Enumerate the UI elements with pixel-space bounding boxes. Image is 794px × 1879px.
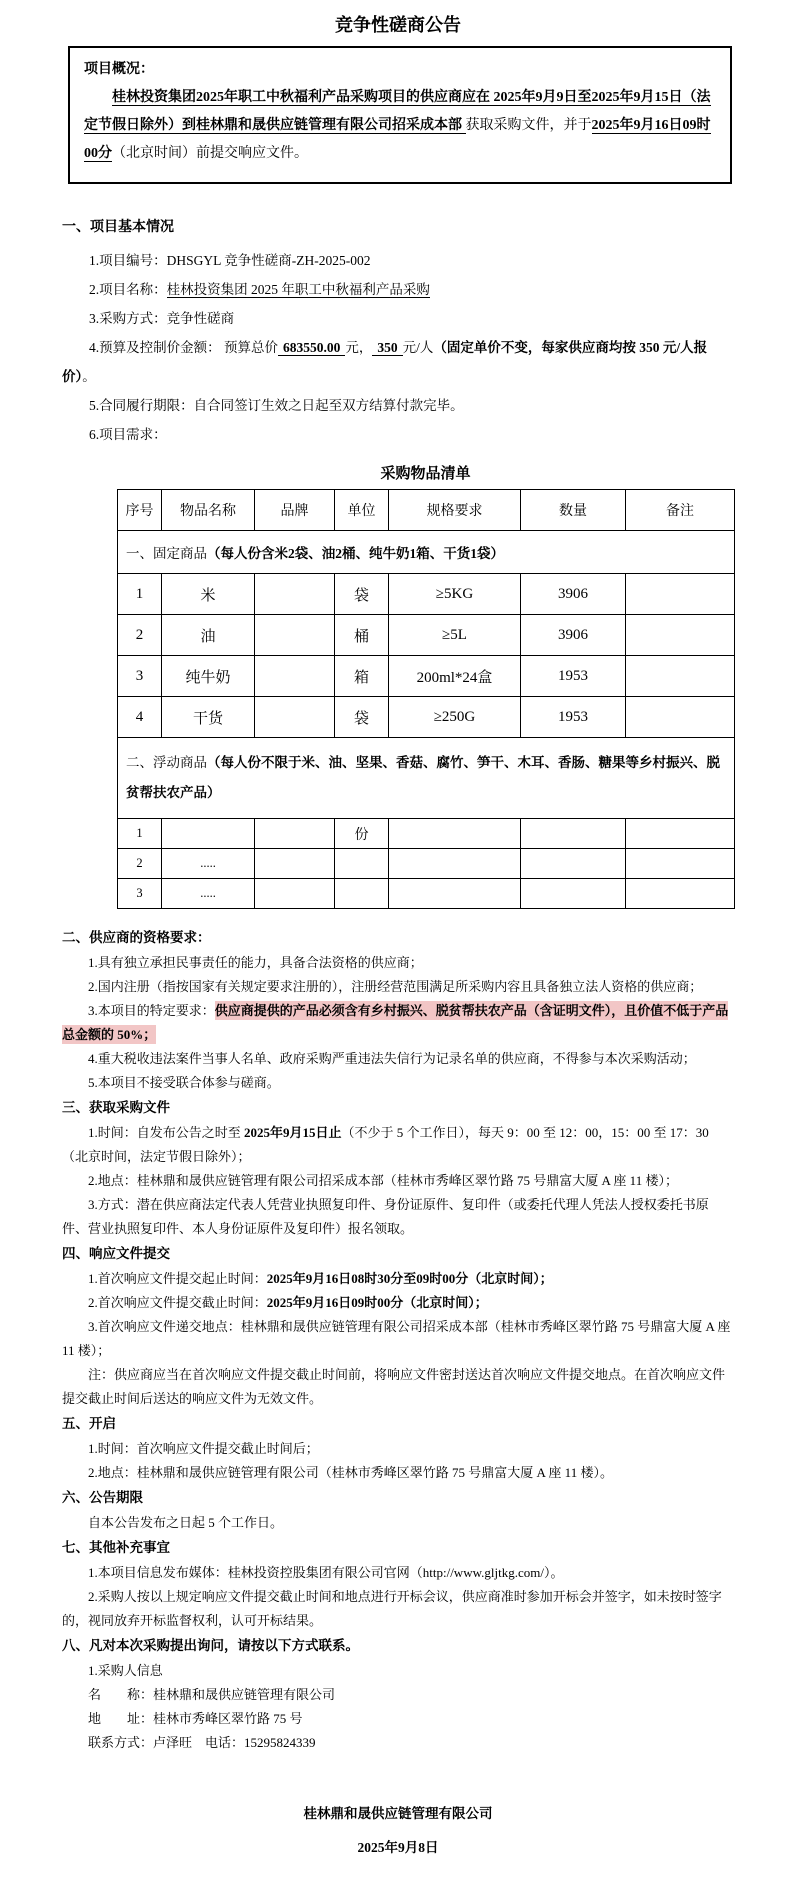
cell-seq: 2: [118, 849, 162, 879]
cell-unit: 桶: [335, 615, 389, 656]
submission-deadline-label: 2.首次响应文件提交截止时间：: [88, 1295, 267, 1310]
cell-unit: 份: [335, 819, 389, 849]
table-row: [118, 879, 735, 909]
floating-goods-prefix: 二、浮动商品: [126, 755, 207, 770]
section-basic-info: [62, 214, 734, 449]
section-obtain-documents: [62, 1095, 734, 1241]
goods-list-block: [62, 463, 734, 909]
cell-name: 纯牛奶: [162, 656, 255, 697]
cell-seq: 3: [118, 656, 162, 697]
cell-unit: [335, 879, 389, 909]
cell-brand: [255, 656, 335, 697]
budget-unit-text: 元/人: [402, 340, 434, 355]
budget-per-person-value: 350: [372, 340, 402, 356]
cell-name: 米: [162, 574, 255, 615]
submission-note-line: 注：供应商应当在首次响应文件提交截止时间前，将响应文件密封送达首次响应文件提交地点。在首次响应文件提交截止时间后送达的响应文件为无效文件。: [62, 1367, 726, 1406]
cell-note: [626, 574, 735, 615]
goods-table-header-row: [118, 490, 735, 531]
cell-seq: 1: [118, 819, 162, 849]
project-number-value: DHSGYL 竞争性磋商-ZH-2025-002: [166, 253, 371, 268]
cell-qty: [521, 879, 626, 909]
cell-brand: [255, 849, 335, 879]
project-name-line: [62, 275, 734, 304]
cell-spec: [389, 819, 521, 849]
cell-spec: [389, 849, 521, 879]
cell-qty: 1953: [521, 697, 626, 738]
section-8-heading: 八、凡对本次采购提出询问，请按以下方式联系。: [62, 1638, 359, 1653]
budget-mid-text: 元，: [345, 340, 373, 355]
goods-table: [117, 489, 735, 909]
qualification-item-1: 1.具有独立承担民事责任的能力，具备合法资格的供应商；: [88, 955, 423, 970]
obtain-location-line: 2.地点：桂林鼎和晟供应链管理有限公司招采成本部（桂林市秀峰区翠竹路 75 号鼎富大厦 A 座 11 楼）；: [88, 1173, 678, 1188]
floating-goods-section-row: [118, 738, 735, 819]
cell-note: [626, 879, 735, 909]
project-number-line: [62, 246, 734, 275]
table-row: [118, 819, 735, 849]
cell-qty: 3906: [521, 574, 626, 615]
cell-note: [626, 615, 735, 656]
cell-unit: 箱: [335, 656, 389, 697]
table-row: [118, 697, 735, 738]
col-header-note: 备注: [626, 490, 735, 531]
buyer-info-label: 1.采购人信息: [88, 1663, 163, 1678]
obtain-method-line: 3.方式：潜在供应商法定代表人凭营业执照复印件、身份证原件、复印件（或委托代理人凭法人授权委托书原件、营业执照复印件、本人身份证原件及复印件）报名领取。: [62, 1197, 709, 1236]
obtain-time-line: [62, 1121, 734, 1169]
cell-unit: [335, 849, 389, 879]
cell-name: .....: [162, 879, 255, 909]
overview-supplier-period-text: 桂林投资集团2025年职工中秋福利产品采购项目的供应商应在 2025年9月9日至2025年9月15日（法定节假日除外）到桂林鼎和晟供应链管理有限公司招采成本部: [84, 90, 711, 133]
obtain-time-pre: 1.时间：自发布公告之时至: [88, 1125, 245, 1140]
col-header-seq: 序号: [118, 490, 162, 531]
buyer-name-line: 名 称：桂林鼎和晟供应链管理有限公司: [88, 1687, 336, 1702]
cell-note: [626, 819, 735, 849]
budget-line: [62, 333, 734, 391]
cell-note: [626, 697, 735, 738]
procurement-method-line: 3.采购方式：竞争性磋商: [89, 311, 235, 326]
cell-note: [626, 656, 735, 697]
section-other-matters: [62, 1535, 734, 1633]
cell-seq: 3: [118, 879, 162, 909]
section-response-submission: [62, 1241, 734, 1411]
section-5-heading: 五、开启: [62, 1416, 116, 1431]
budget-fixed-price-note: （固定单价不变，每家供应商均按 350 元/人报价）: [62, 340, 708, 384]
overview-paragraph: [84, 84, 716, 168]
submission-deadline-value: 2025年9月16日09时00分（北京时间）；: [266, 1295, 488, 1310]
section-announcement-period: [62, 1485, 734, 1535]
fixed-goods-section-cell: [118, 531, 735, 574]
col-header-brand: 品牌: [255, 490, 335, 531]
fixed-goods-prefix: 一、固定商品: [126, 546, 207, 561]
submission-window-value: 2025年9月16日08时30分至09时00分（北京时间）；: [266, 1271, 553, 1286]
specific-requirement-label: 3.本项目的特定要求：: [88, 1003, 215, 1018]
cell-spec: [389, 879, 521, 909]
cell-qty: [521, 849, 626, 879]
cell-spec: 200ml*24盒: [389, 656, 521, 697]
fixed-goods-section-row: [118, 531, 735, 574]
opening-time-line: 1.时间：首次响应文件提交截止时间后；: [88, 1441, 319, 1456]
project-name-label: 2.项目名称：: [89, 282, 167, 297]
cell-name: [162, 819, 255, 849]
col-header-qty: 数量: [521, 490, 626, 531]
cell-unit: 袋: [335, 697, 389, 738]
floating-goods-detail: （每人份不限于米、油、坚果、香菇、腐竹、笋干、木耳、香肠、糖果等乡村振兴、脱贫帮扶农产品）: [126, 755, 720, 800]
overview-submission-deadline: 2025年9月16日09时00分: [84, 118, 711, 161]
col-header-unit: 单位: [335, 490, 389, 531]
document-title: 竞争性磋商公告: [335, 15, 461, 35]
budget-label: 4.预算及控制价金额： 预算总价: [89, 340, 278, 355]
cell-brand: [255, 697, 335, 738]
project-name-value: 桂林投资集团 2025 年职工中秋福利产品采购: [166, 282, 430, 297]
col-header-spec: 规格要求: [389, 490, 521, 531]
cell-name: 干货: [162, 697, 255, 738]
overview-label: 项目概况：: [84, 62, 154, 77]
overview-tail-text: （北京时间）前提交响应文件。: [112, 146, 308, 161]
cell-seq: 2: [118, 615, 162, 656]
buyer-address-line: 地 址：桂林市秀峰区翠竹路 75 号: [88, 1711, 303, 1726]
qualification-item-5: 5.本项目不接受联合体参与磋商。: [88, 1075, 280, 1090]
opening-location-line: 2.地点：桂林鼎和晟供应链管理有限公司（桂林市秀峰区翠竹路 75 号鼎富大厦 A 座 11 楼）。: [88, 1465, 613, 1480]
obtain-deadline-date: 2025年9月15日止: [244, 1125, 342, 1140]
submission-window-line: [62, 1267, 734, 1291]
submission-location-line: 3.首次响应文件递交地点：桂林鼎和晟供应链管理有限公司招采成本部（桂林市秀峰区翠竹路 75 号鼎富大厦 A 座 11 楼）；: [62, 1319, 731, 1358]
cell-brand: [255, 819, 335, 849]
cell-seq: 4: [118, 697, 162, 738]
cell-brand: [255, 615, 335, 656]
budget-end-punct: 。: [82, 369, 96, 384]
project-demand-line: 6.项目需求：: [89, 427, 167, 442]
overview-obtain-text: 获取采购文件，并于: [465, 118, 592, 133]
cell-note: [626, 849, 735, 879]
opening-meeting-line: 2.采购人按以上规定响应文件提交截止时间和地点进行开标会议，供应商准时参加开标会并签字，如未按时签字的，视同放弃开标监督权利，认可开标结果。: [62, 1589, 722, 1628]
fixed-goods-detail: （每人份含米2袋、油2桶、纯牛奶1箱、干货1袋）: [207, 546, 504, 561]
cell-qty: [521, 819, 626, 849]
cell-name: 油: [162, 615, 255, 656]
goods-table-title: 采购物品清单: [380, 466, 471, 482]
cell-brand: [255, 574, 335, 615]
cell-brand: [255, 879, 335, 909]
floating-goods-section-cell: [118, 738, 735, 819]
cell-seq: 1: [118, 574, 162, 615]
table-row: [118, 574, 735, 615]
table-row: [118, 656, 735, 697]
col-header-name: 物品名称: [162, 490, 255, 531]
section-contact: [62, 1633, 734, 1755]
section-2-heading: 二、供应商的资格要求：: [62, 930, 211, 945]
table-row: [118, 849, 735, 879]
section-supplier-qualifications: [62, 925, 734, 1095]
submission-window-label: 1.首次响应文件提交起止时间：: [88, 1271, 267, 1286]
cell-spec: ≥5KG: [389, 574, 521, 615]
cell-spec: ≥5L: [389, 615, 521, 656]
cell-spec: ≥250G: [389, 697, 521, 738]
budget-total-value: 683550.00: [278, 340, 345, 356]
section-4-heading: 四、响应文件提交: [62, 1246, 170, 1261]
publish-media-line: 1.本项目信息发布媒体：桂林投资控股集团有限公司官网（http://www.gljtkg.com/）。: [88, 1565, 564, 1580]
cell-qty: 1953: [521, 656, 626, 697]
project-overview-box: [68, 46, 732, 184]
contract-term-line: 5.合同履行期限：自合同签订生效之日起至双方结算付款完毕。: [89, 398, 464, 413]
section-3-heading: 三、获取采购文件: [62, 1100, 170, 1115]
announcement-period-line: 自本公告发布之日起 5 个工作日。: [88, 1515, 284, 1530]
section-6-heading: 六、公告期限: [62, 1490, 143, 1505]
qualification-item-4: 4.重大税收违法案件当事人名单、政府采购严重违法失信行为记录名单的供应商，不得参与本次采购活动；: [88, 1051, 696, 1066]
signature-company: 桂林鼎和晟供应链管理有限公司: [303, 1806, 493, 1821]
section-opening: [62, 1411, 734, 1485]
section-7-heading: 七、其他补充事宜: [62, 1540, 170, 1555]
qualification-item-2: 2.国内注册（指按国家有关规定要求注册的），注册经营范围满足所采购内容且具备独立法人资格的供应商；: [88, 979, 703, 994]
section-1-heading: 一、项目基本情况: [62, 220, 174, 235]
obtain-time-post: （不少于 5 个工作日），每天 9：00 至 12：00，15：00 至 17：30（北京时间，法定节假日除外）；: [62, 1125, 709, 1164]
table-row: [118, 615, 735, 656]
qualification-item-3: [62, 999, 734, 1047]
cell-name: .....: [162, 849, 255, 879]
submission-deadline-line: [62, 1291, 734, 1315]
cell-qty: 3906: [521, 615, 626, 656]
project-number-label: 1.项目编号：: [89, 253, 167, 268]
buyer-contact-line: 联系方式：卢泽旺 电话：15295824339: [88, 1735, 316, 1750]
signature-date: 2025年9月8日: [357, 1840, 439, 1855]
specific-requirement-highlight: 供应商提供的产品必须含有乡村振兴、脱贫帮扶农产品（含证明文件），且价值不低于产品总金额的 50%；: [62, 1003, 729, 1042]
cell-unit: 袋: [335, 574, 389, 615]
